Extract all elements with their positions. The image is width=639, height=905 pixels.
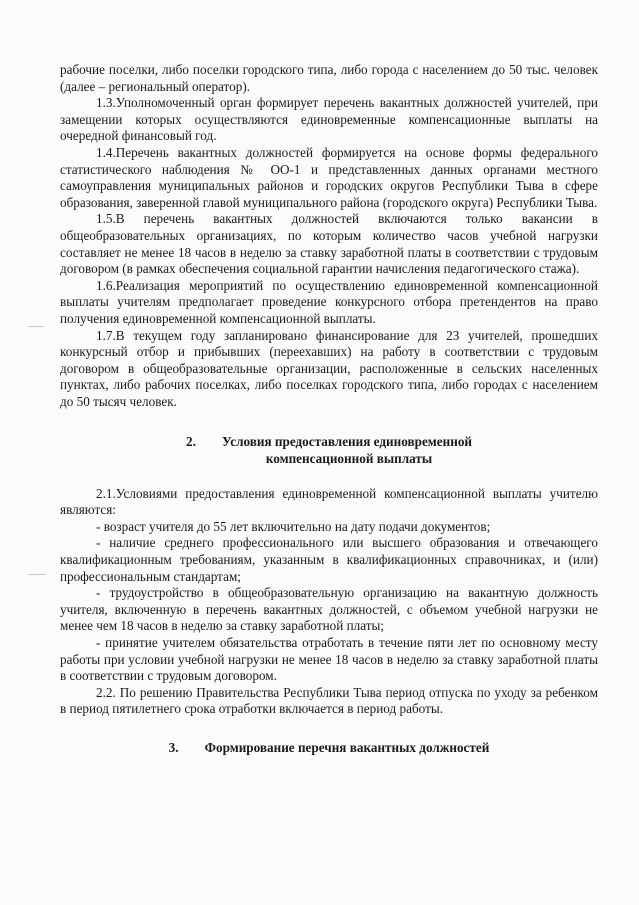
paragraph-intro: рабочие поселки, либо поселки городского типа, либо города с населением до 50 тыс. человек (далее – региональный оператор). <box>60 62 598 94</box>
bullet-age: - возраст учителя до 55 лет включительно на дату подачи документов; <box>96 518 491 534</box>
bullet-employment: - трудоустройство в общеобразовательную организацию на вакантную должность учителя, включенную в перечень вакантных должностей, с объемом учебной нагрузки не менее чем 18 часов в неделю за ставку заработной платы; <box>60 585 598 634</box>
section-3-heading <box>60 740 598 757</box>
paragraph-2-1: 2.1.Условиями предоставления единовременной компенсационной выплаты учителю являются: <box>60 485 598 518</box>
paragraph-1-3: 1.3.Уполномоченный орган формирует перечень вакантных должностей учителей, при замещении которых осуществляются единовременные компенсационные выплаты на очередной финансовый год. <box>60 95 598 144</box>
paragraphs-section-2 <box>60 486 598 718</box>
scan-artifact <box>28 574 46 575</box>
section-2-number: 2. <box>185 434 196 450</box>
section-2-title-line2: компенсационной выплаты <box>265 451 433 467</box>
bullet-obligation: - принятие учителем обязательства отработать в течение пяти лет по основному месту работы при условии учебной нагрузки не менее 18 часов в неделю за ставку заработной платы в соответствии с трудовым договором. <box>60 635 598 684</box>
bullet-education: - наличие среднего профессионального или высшего образования и отвечающего квалификационным требованиям, указанным в квалификационных справочниках, и (или) профессиональным стандартам; <box>60 535 598 584</box>
paragraph-2-2: 2.2. По решению Правительства Республики Тыва период отпуска по уходу за ребенком в период пятилетнего срока отработки включается в период работы. <box>60 684 598 717</box>
paragraph-1-6: 1.6.Реализация мероприятий по осуществлению единовременной компенсационной выплаты учителям предполагает проведение конкурсного отбора претендентов на право получения единовременной компенсационной выплаты. <box>60 277 598 326</box>
paragraph-1-5: 1.5.В перечень вакантных должностей включаются только вакансии в общеобразовательных организациях, по которым количество часов учебной нагрузки составляет не менее 18 часов в неделю за ставку заработной платы в соответствии с трудовым договором (в рамках обеспечения социальной гарантии начисления педагогического стажа). <box>60 211 598 277</box>
document-page <box>60 62 598 757</box>
paragraph-1-7: 1.7.В текущем году запланировано финансирование для 23 учителей, прошедших конкурсный отбор и прибывших (переехавших) на работу в соответствии с трудовым договором в общеобразовательные организации, расположенные в сельских населенных пунктах, либо рабочих поселках, либо поселках городского типа, либо городах с населением до 50 тысяч человек. <box>60 327 598 409</box>
section-3-title: Формирование перечня вакантных должностей <box>204 739 490 755</box>
section-2-title-line1: Условия предоставления единовременной <box>221 434 473 450</box>
paragraphs-top <box>60 62 598 410</box>
section-3-number: 3. <box>168 739 179 755</box>
spacer <box>60 468 598 486</box>
scan-artifact <box>28 326 44 327</box>
section-2-heading <box>60 434 598 467</box>
paragraph-1-4: 1.4.Перечень вакантных должностей формируется на основе формы федерального статистического наблюдения № ОО-1 и представленных данных органами местного самоуправления муниципальных районов и городских округов Республики Тыва в сфере образования, заверенной главой муниципального района (городского округа) Республики Тыва. <box>60 144 598 210</box>
